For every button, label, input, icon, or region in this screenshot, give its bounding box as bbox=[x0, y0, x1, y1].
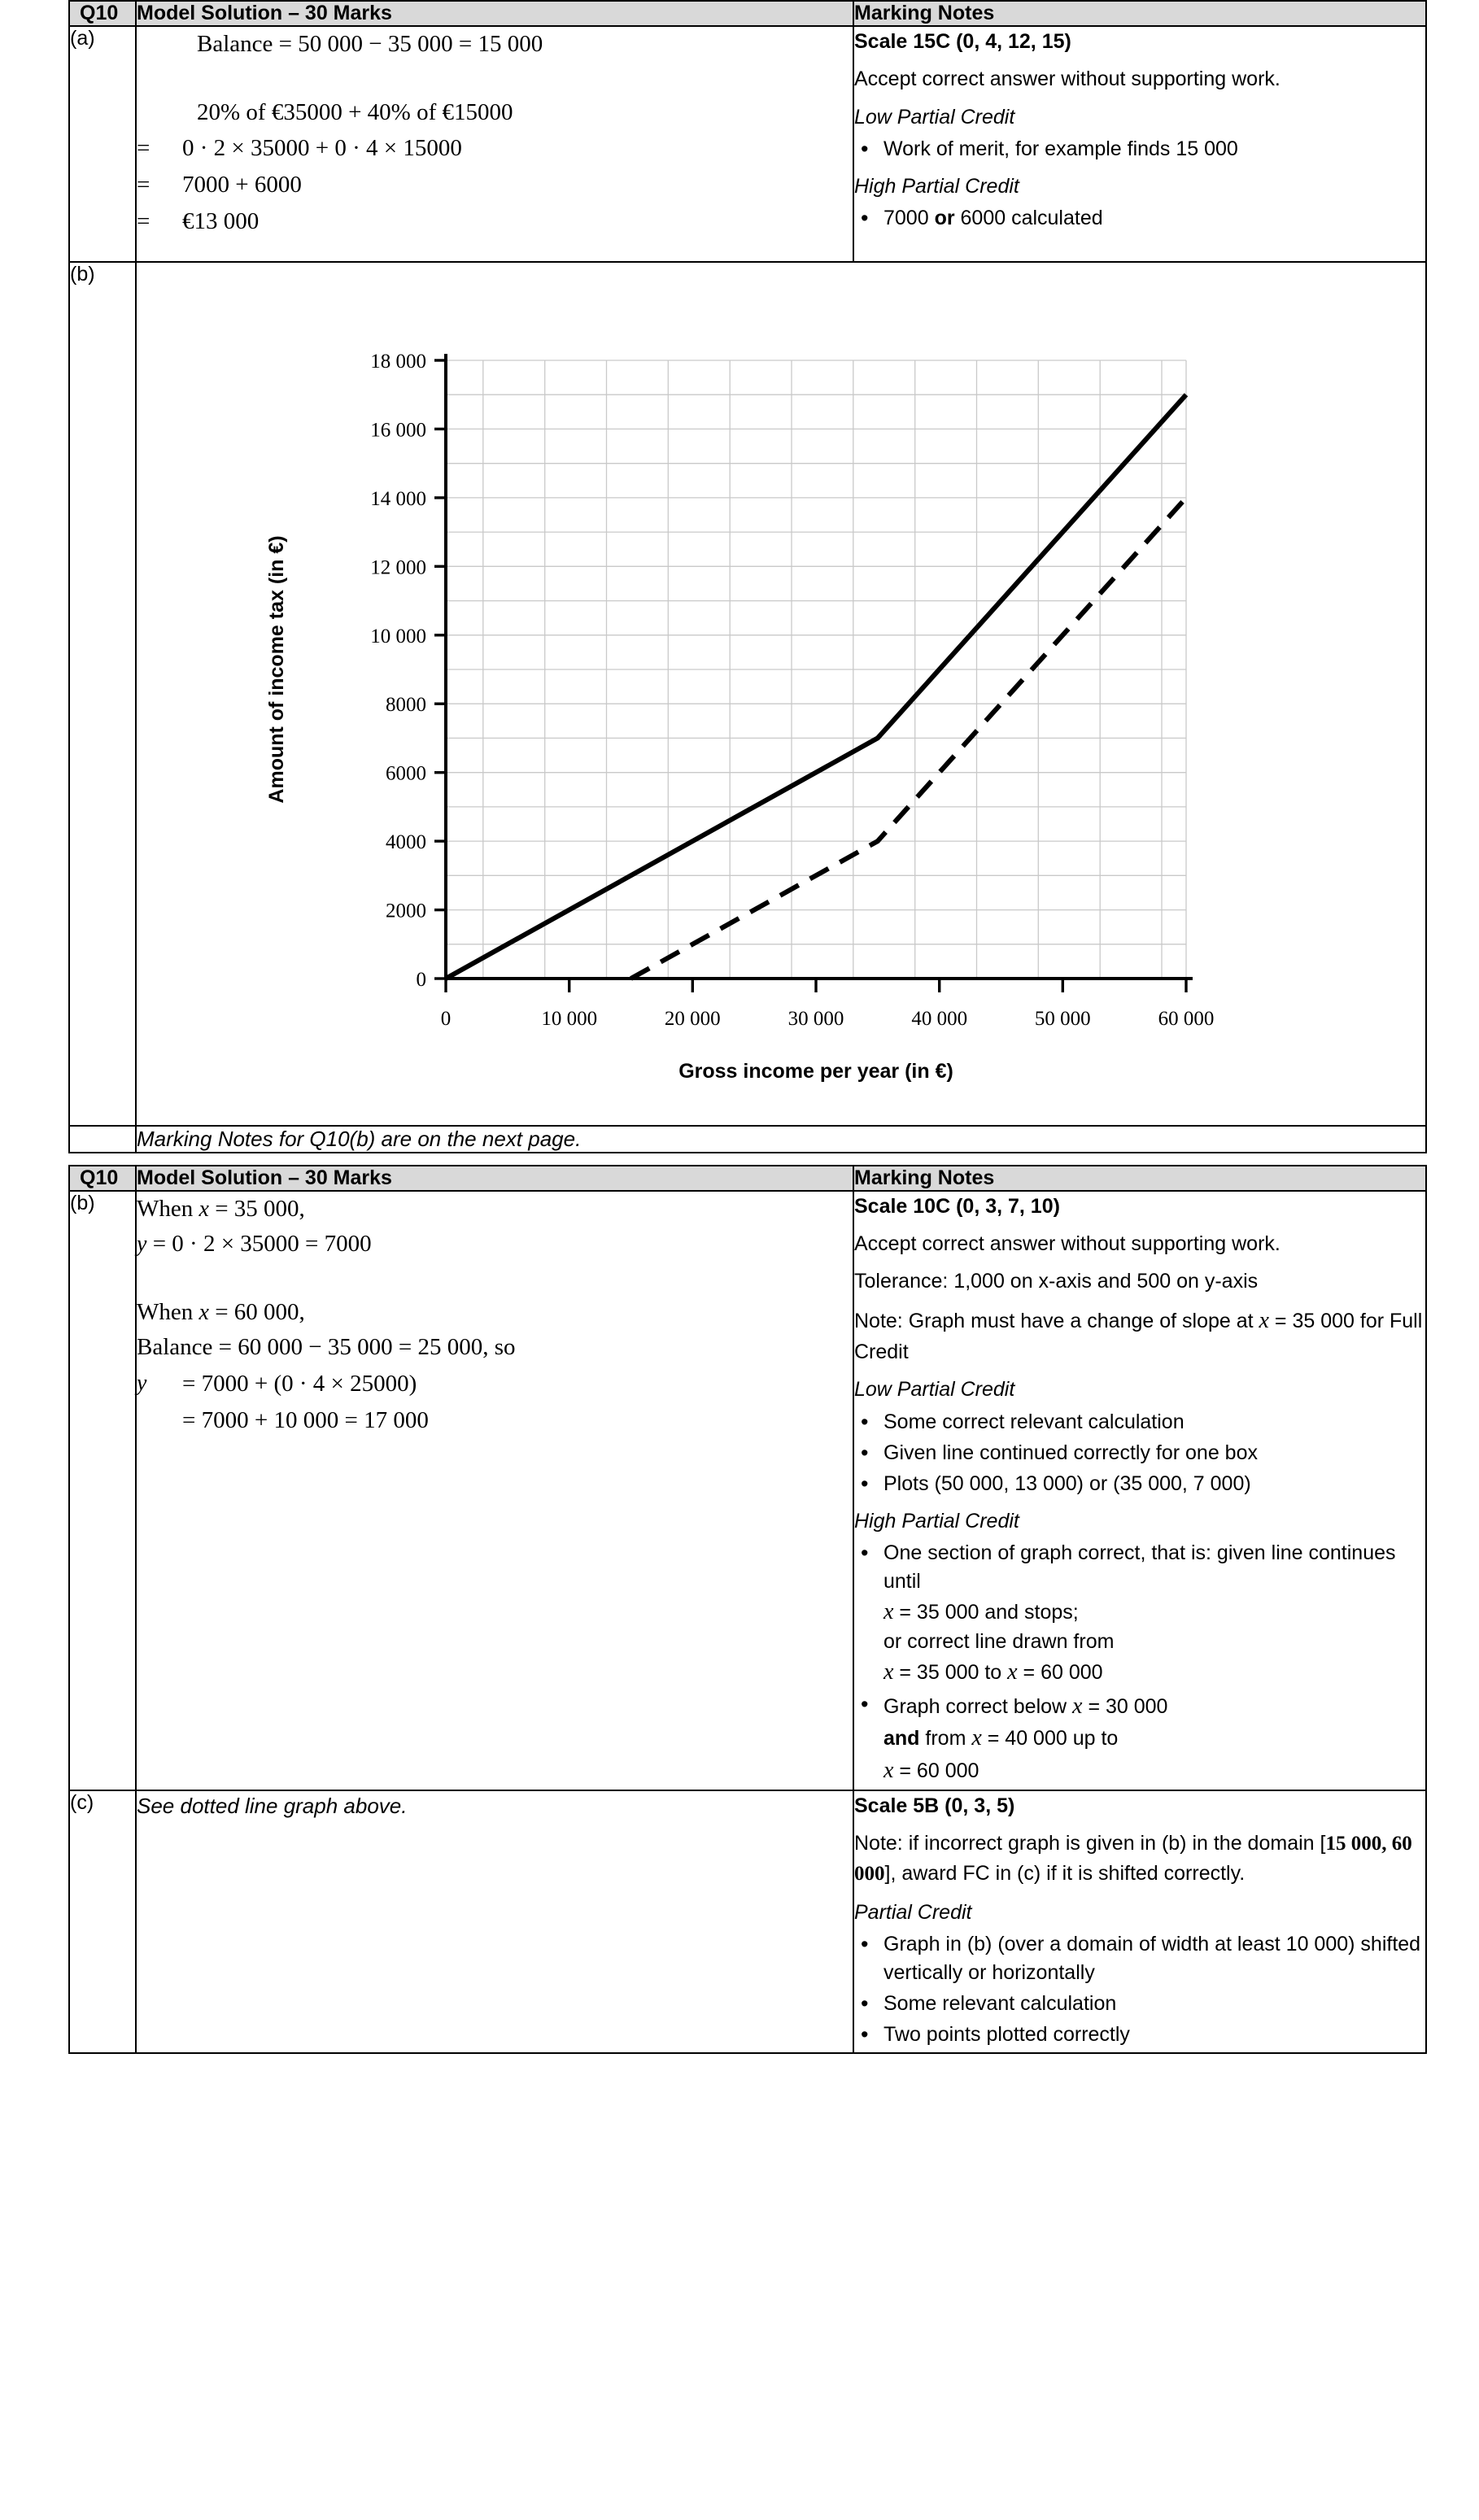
series-solid-line bbox=[446, 395, 1186, 979]
row-label-empty bbox=[69, 1126, 136, 1153]
svg-text:60 000: 60 000 bbox=[1158, 1007, 1215, 1030]
marking-notes-a bbox=[853, 26, 1426, 262]
list-item: • Plots (50 000, 13 000) or (35 000, 7 000) bbox=[882, 1470, 1425, 1498]
scale-label-c: Scale 5B (0, 3, 5) bbox=[854, 1794, 1015, 1817]
list-item: • Some correct relevant calculation bbox=[882, 1408, 1425, 1437]
high-2-part-a: Graph correct below bbox=[883, 1695, 1073, 1719]
variable-x: x bbox=[1072, 1694, 1083, 1720]
low-partial-credit-title-b: Low Partial Credit bbox=[854, 1378, 1015, 1402]
list-item: • Graph in (b) (over a domain of width at least 10 000) shifted vertically or horizontally bbox=[882, 1930, 1425, 1987]
svg-text:10 000: 10 000 bbox=[541, 1007, 598, 1030]
svg-text:20 000: 20 000 bbox=[664, 1007, 721, 1030]
line6-rhs: = 7000 + 10 000 = 17 000 bbox=[182, 1406, 429, 1433]
row-label-b: (b) bbox=[69, 262, 136, 1126]
grid-minor-horizontal bbox=[446, 360, 1186, 944]
low-partial-credit-list-b bbox=[854, 1408, 1425, 1498]
high-1-part-a: One section of graph correct, that is: given line continues until bbox=[883, 1541, 1396, 1593]
footer-note: Marking Notes for Q10(b) are on the next page. bbox=[136, 1126, 1426, 1153]
variable-y: y bbox=[137, 1370, 147, 1396]
header-model-solution: Model Solution – 30 Marks bbox=[136, 1166, 853, 1191]
high-1-part-e: = 60 000 bbox=[1023, 1661, 1103, 1685]
scale-label-b: Scale 10C (0, 3, 7, 10) bbox=[854, 1194, 1060, 1218]
list-item bbox=[882, 1690, 1425, 1786]
svg-text:18 000: 18 000 bbox=[370, 350, 426, 373]
variable-x: x bbox=[883, 1659, 894, 1685]
solution-a-eq3 bbox=[137, 203, 853, 240]
svg-text:16 000: 16 000 bbox=[370, 419, 426, 442]
high-2-part-d: from bbox=[919, 1727, 972, 1750]
spacer bbox=[137, 240, 853, 261]
high-1-part-d: = 35 000 to bbox=[899, 1661, 1008, 1685]
svg-text:30 000: 30 000 bbox=[787, 1007, 844, 1030]
high-partial-credit-title-b: High Partial Credit bbox=[854, 1509, 1019, 1532]
marking-notes-b bbox=[853, 1191, 1426, 1790]
variable-x: x bbox=[971, 1725, 982, 1751]
solution-a-eq1 bbox=[137, 130, 853, 167]
income-tax-line-graph bbox=[137, 263, 1390, 1125]
svg-text:2000: 2000 bbox=[386, 900, 426, 922]
high-partial-credit-list-b bbox=[854, 1539, 1425, 1786]
low-partial-credit-title-a: Low Partial Credit bbox=[854, 105, 1015, 129]
row-label-b: (b) bbox=[69, 1191, 136, 1790]
variable-x: x bbox=[199, 1299, 209, 1325]
high-2-part-f: = 60 000 bbox=[899, 1759, 979, 1782]
slope-note-prefix: Note: Graph must have a change of slope at bbox=[854, 1309, 1259, 1332]
list-item: • Given line continued correctly for one box bbox=[882, 1439, 1425, 1467]
solution-a-line1: Balance = 50 000 − 35 000 = 15 000 bbox=[197, 31, 543, 57]
variable-y: y bbox=[137, 1232, 147, 1258]
line5-rhs: = 7000 + (0 · 4 × 25000) bbox=[182, 1370, 417, 1397]
scale-label-a: Scale 15C (0, 4, 12, 15) bbox=[854, 30, 1071, 53]
when-label-2: When bbox=[137, 1298, 199, 1325]
bold-and: and bbox=[883, 1727, 920, 1750]
table-header-row bbox=[69, 1, 1426, 26]
low-partial-credit-list-a bbox=[854, 135, 1425, 163]
variable-x: x bbox=[1007, 1659, 1018, 1685]
header-model-solution: Model Solution – 30 Marks bbox=[136, 1, 853, 26]
table-row-a bbox=[69, 26, 1426, 262]
accept-note-a: Accept correct answer without supporting work. bbox=[854, 68, 1280, 91]
list-item: • Some relevant calculation bbox=[882, 1990, 1425, 2018]
list-item: • Work of merit, for example finds 15 000 bbox=[882, 135, 1425, 163]
line1-equation: = 35 000, bbox=[215, 1195, 305, 1222]
income-tax-graph-cell bbox=[136, 262, 1426, 1126]
row-label-a: (a) bbox=[69, 26, 136, 262]
marking-table-two bbox=[68, 1165, 1427, 2054]
table-row-b bbox=[69, 1191, 1426, 1790]
model-solution-b bbox=[136, 1191, 853, 1790]
table-row-b-graph bbox=[69, 262, 1426, 1126]
table-row-c bbox=[69, 1790, 1426, 2053]
solution-a-eq3-lhs: = bbox=[137, 207, 151, 234]
variable-x: x bbox=[199, 1196, 209, 1222]
domain-values: 15 000, 60 000 bbox=[854, 1833, 1412, 1886]
svg-text:12 000: 12 000 bbox=[370, 556, 426, 579]
model-solution-c bbox=[136, 1790, 853, 2053]
header-question: Q10 bbox=[69, 1166, 136, 1191]
list-item bbox=[882, 1539, 1425, 1688]
variable-x: x bbox=[1259, 1307, 1269, 1333]
high-2-part-e: = 40 000 up to bbox=[987, 1727, 1119, 1750]
marking-notes-c bbox=[853, 1790, 1426, 2053]
header-marking-notes: Marking Notes bbox=[853, 1166, 1426, 1191]
high-partial-credit-list-a bbox=[854, 204, 1425, 233]
tolerance-note-b: Tolerance: 1,000 on x-axis and 500 on y-axis bbox=[854, 1270, 1259, 1293]
solution-b-line1 bbox=[137, 1192, 853, 1227]
svg-text:40 000: 40 000 bbox=[911, 1007, 968, 1030]
x-axis-title: Gross income per year (in €) bbox=[678, 1059, 953, 1083]
header-question: Q10 bbox=[69, 1, 136, 26]
partial-credit-title-c: Partial Credit bbox=[854, 1900, 972, 1924]
line2-equation: = 0 · 2 × 35000 = 7000 bbox=[152, 1231, 372, 1258]
svg-text:14 000: 14 000 bbox=[370, 487, 426, 510]
variable-x: x bbox=[883, 1757, 894, 1783]
accept-note-b: Accept correct answer without supporting work. bbox=[854, 1232, 1280, 1256]
header-marking-notes: Marking Notes bbox=[853, 1, 1426, 26]
x-axis-tick-labels bbox=[441, 1008, 1215, 1030]
table-gap bbox=[68, 1153, 1411, 1165]
partial-credit-list-c bbox=[854, 1930, 1425, 2049]
svg-text:0: 0 bbox=[440, 1007, 452, 1030]
high-1-part-c: or correct line drawn from bbox=[883, 1630, 1115, 1654]
svg-text:6000: 6000 bbox=[386, 762, 426, 785]
line3-equation: = 60 000, bbox=[215, 1298, 305, 1325]
svg-text:10 000: 10 000 bbox=[370, 625, 426, 647]
slope-note-b bbox=[854, 1305, 1425, 1367]
high-1-part-b: = 35 000 and stops; bbox=[899, 1600, 1079, 1624]
slope-note-equation: = 35 000 for Full Credit bbox=[854, 1309, 1423, 1364]
solution-a-eq1-lhs: = bbox=[137, 135, 151, 161]
spacer bbox=[137, 1262, 853, 1295]
table-header-row bbox=[69, 1166, 1426, 1191]
bold-or: or bbox=[934, 207, 955, 229]
solution-a-eq2-rhs: 7000 + 6000 bbox=[182, 171, 302, 198]
row-label-c: (c) bbox=[69, 1790, 136, 2053]
spacer bbox=[137, 63, 853, 95]
high-2-part-b: = 30 000 bbox=[1088, 1695, 1168, 1719]
solution-a-eq1-rhs: 0 · 2 × 35000 + 0 · 4 × 15000 bbox=[182, 135, 462, 161]
solution-a-eq3-rhs: €13 000 bbox=[182, 207, 260, 234]
svg-text:8000: 8000 bbox=[386, 694, 426, 717]
domain-note-c bbox=[854, 1829, 1425, 1890]
list-item: • Two points plotted correctly bbox=[882, 2021, 1425, 2049]
solution-b-line2 bbox=[137, 1227, 853, 1262]
solution-b-line6 bbox=[137, 1402, 853, 1439]
y-axis-title: Amount of income tax (in €) bbox=[265, 535, 288, 804]
svg-text:0: 0 bbox=[416, 968, 426, 991]
high-partial-credit-title-a: High Partial Credit bbox=[854, 174, 1019, 198]
solution-b-line5 bbox=[137, 1366, 853, 1402]
list-item: • 7000 or 6000 calculated bbox=[882, 204, 1425, 233]
solution-a-eq2-lhs: = bbox=[137, 171, 151, 198]
domain-note-prefix: Note: if incorrect graph is given in (b) in the domain [ bbox=[854, 1832, 1326, 1855]
model-solution-a bbox=[136, 26, 853, 262]
y-axis-tick-labels bbox=[370, 351, 426, 991]
domain-note-suffix: ], award FC in (c) if it is shifted correctly. bbox=[884, 1862, 1246, 1886]
variable-x: x bbox=[883, 1598, 894, 1624]
solution-b-line3 bbox=[137, 1295, 853, 1331]
solution-a-line2: 20% of €35000 + 40% of €15000 bbox=[197, 98, 513, 125]
marking-table-one bbox=[68, 0, 1427, 1153]
solution-a-eq2 bbox=[137, 167, 853, 203]
y-axis-ticks bbox=[434, 360, 446, 979]
solution-b-line4: Balance = 60 000 − 35 000 = 25 000, so bbox=[137, 1334, 516, 1361]
svg-text:50 000: 50 000 bbox=[1034, 1007, 1091, 1030]
table-row-footer-note bbox=[69, 1126, 1426, 1153]
when-label-1: When bbox=[137, 1195, 199, 1222]
svg-text:4000: 4000 bbox=[386, 831, 426, 853]
empty-lhs bbox=[137, 1402, 182, 1439]
x-axis-ticks bbox=[446, 979, 1186, 992]
solution-c-text: See dotted line graph above. bbox=[137, 1793, 408, 1818]
